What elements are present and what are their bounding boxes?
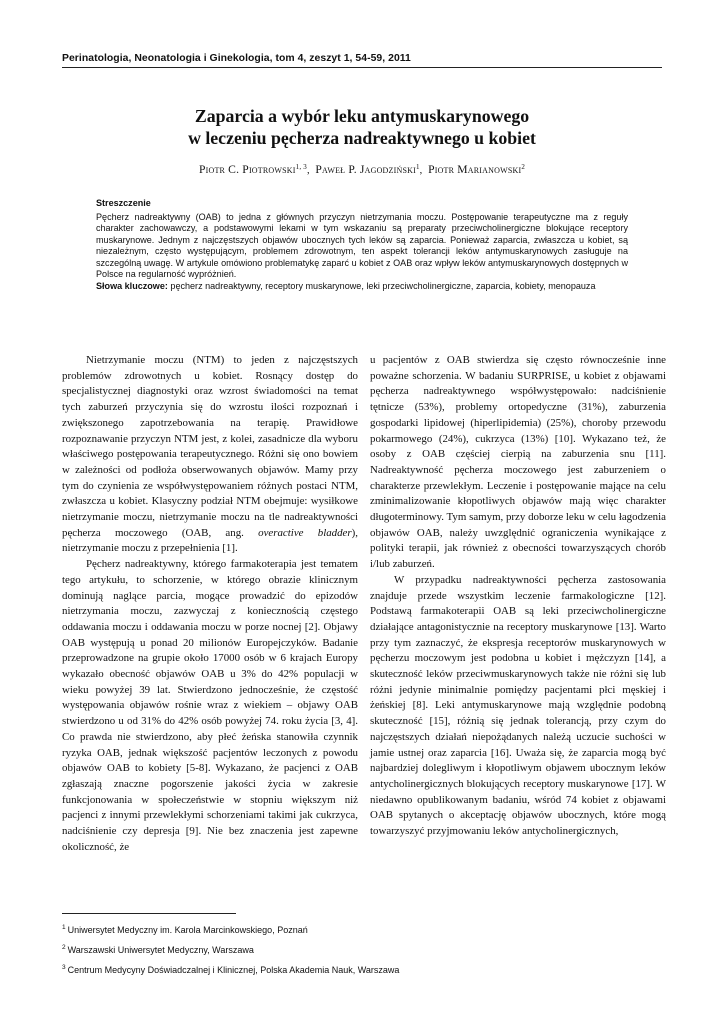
author-name: Paweł P. Jagodziński xyxy=(315,163,416,176)
article-title xyxy=(62,105,662,149)
author-list: Piotr C. Piotrowski$^{1, 3}$, Paweł P. Jagodziński$^1$, Piotr Marianowski$^2$ xyxy=(198,163,526,176)
author-affiliation-ref: 1, 3 xyxy=(295,163,307,171)
footnote-text: Centrum Medycyny Doświadczalnej i Klinicznej, Polska Akademia Nauk, Warszawa xyxy=(67,965,400,975)
author-name: Piotr Marianowski xyxy=(428,163,522,176)
author-affiliation-ref: 1 xyxy=(415,163,420,171)
author-affiliation-ref: 2 xyxy=(521,163,526,171)
footnotes xyxy=(62,920,662,980)
keywords xyxy=(96,281,628,293)
footnote-number: 2 xyxy=(62,944,66,951)
footnote-text: Uniwersytet Medyczny im. Karola Marcinkowskiego, Poznań xyxy=(67,925,308,935)
abstract xyxy=(96,198,628,292)
title-line-2: w leczeniu pęcherza nadreaktywnego u kobiet xyxy=(188,128,536,148)
body-column-right xyxy=(370,353,666,840)
body-paragraph: u pacjentów z OAB stwierdza się często równocześnie inne poważne schorzenia. W badaniu SURPRISE, u kobiet z objawami pęcherza nadreaktywnego współwystępowało: nadciśnienie tętnicze (53%), problemy ortopedyczne (31%), zaburzenia gospodarki lipidowej (hiperlipidemia) (25%), choroby przewodu pokarmowego (24%), cukrzyca (13%) [10]. Wykazano też, że osoby z OAB częściej cierpią na zaburzenia snu [11]. Nadreaktywność pęcherza moczowego jest zaburzeniem o charakterze przewlekłym. Leczenie i postępowanie mające na celu zminimalizowanie kłopotliwych objawów mają więc charakter długoterminowy. Tym samym, przy doborze leku w celu łagodzenia objawów OAB, należy uwzględnić ograniczenia wynikające z polityki terapii, jak również z obecności towarzyszących chorób i/lub zaburzeń. xyxy=(370,354,666,571)
body-paragraph xyxy=(62,353,358,557)
paragraph-text: ), nietrzymanie moczu z przepełnienia [1]. xyxy=(62,526,358,555)
header-divider xyxy=(62,67,662,68)
body-paragraph: W przypadku nadreaktywności pęcherza zastosowania znajduje przede wszystkim leczenie farmakologiczne [12]. Podstawą farmakoterapii OAB są leki przeciwcholinergiczne działające antagonistycznie na receptory muskarynowe [13]. Warto przy tym zaznaczyć, że ekspresja receptorów muskarynowych w pęcherzu moczowym jest podobna u kobiet i mężczyzn [14], a skuteczność leków przeciwmuskarynowych także nie różni się lub różni jedynie minimalnie pomiędzy pacjentami płci męskiej i żeńskiej [8]. Leki antymuskarynowe mają względnie podobną skuteczność [15], różnią się jednak tolerancją, przy czym do najczęstszych działań niepożądanych należą uczucie suchości w jamie ustnej oraz zaparcia [16]. Uważa się, że zaparcia mogą być najbardziej dolegliwym i kłopotliwym objawem ubocznym leków antycholinergicznych blokujących receptory muskarynowe [17]. W niedawno opublikowanym badaniu, wśród 74 kobiet z objawami OAB spytanych o akceptację objawów ubocznych, które mogą towarzyszyć przyjmowaniu leków antycholinergicznych, xyxy=(370,573,666,838)
paragraph-text: Nietrzymanie moczu (NTM) to jeden z najczęstszych problemów zdrowotnych u kobiet. Rosnący dostęp do specjalistycznej diagnostyki oraz wzrost świadomości na temat tych zaburzeń przyczynia się do wzrostu ilości rozpoznań i zwiększonego zapotrzebowania na terapię. Prawidłowe rozpoznawanie przyczyn NTM jest, z kolei, zasadnicze dla wyboru właściwego postępowania terapeutycznego. Różni się ono bowiem w zależności od podłoża obserwowanych objawów. Mamy przy tym do czynienia ze współwystępowaniem różnych postaci NTM, zwłaszcza u kobiet. Klasyczny podział NTM obejmuje: wysiłkowe nietrzymanie moczu, nietrzymanie moczu na tle nadreaktywności pęcherza moczowego (OAB, ang. xyxy=(62,354,358,539)
author-name: Piotr C. Piotrowski xyxy=(198,163,296,176)
abstract-text: Pęcherz nadreaktywny (OAB) to jedna z głównych przyczyn nietrzymania moczu. Postępowanie terapeutyczne ma z reguły charakter zachowawczy, a podstawowymi lekami w tym wskazaniu są preparaty przeciwcholinergiczne blokujące receptory muskarynowe. Jednym z najczęstszych objawów ubocznych tych leków są zaparcia. Ponieważ zaparcia, zwłaszcza u kobiet, są niezależnym, często występującym, problemem zdrowotnym, ten aspekt tolerancji leków antymuskarynowych zasługuje na szczególną uwagę. W artykule omówiono problematykę zaparć u kobiet z OAB oraz wpływ leków antymuskarynowych dostępnych w Polsce na regularność wypróżnień. xyxy=(96,211,628,279)
title-line-1: Zaparcia a wybór leku antymuskarynowego xyxy=(194,106,530,126)
footnote-divider xyxy=(62,913,236,914)
abstract-heading: Streszczenie xyxy=(96,198,151,208)
footnote-number: 3 xyxy=(62,964,66,971)
running-header: Perinatologia, Neonatologia i Ginekologia, tom 4, zeszyt 1, 54-59, 2011 xyxy=(62,53,411,64)
footnote xyxy=(62,960,662,980)
keywords-label: Słowa kluczowe: xyxy=(96,280,168,291)
footnote-number: 1 xyxy=(62,924,66,931)
body-paragraph: Pęcherz nadreaktywny, którego farmakoterapia jest tematem tego artykułu, to schorzenie, w którego obrazie klinicznym dominują naglące parcia, mogące prowadzić do epizodów nietrzymania moczu, zazwyczaj z koniecznością częstego oddawania moczu i oddawania moczu w porze nocnej [2]. Objawy OAB występują u ponad 20 milionów Europejczyków. Badanie przeprowadzone na grupie około 17000 osób w 6 krajach Europy wykazało obecność objawów OAB u 3% do 42% populacji w wieku powyżej 39 lat. Stwierdzono jednocześnie, że częstość występowania objawów rośnie wraz z wiekiem – objawy OAB stwierdzono u od 31% do 42% osób powyżej 74. roku życia [3, 4]. Co prawda nie stwierdzono, aby płeć żeńska stanowiła czynnik ryzyka OAB, jednak większość pacjentów leczonych z powodu objawów OAB to kobiety [5-8]. Wykazano, że pacjenci z OAB zgłaszają znaczne pogorszenie jakości życia w zakresie funkcjonowania w społeczeństwie w stopniu większym niż pacjenci z innymi przewlekłymi schorzeniami takimi jak cukrzyca, nadciśnienie czy depresja [9]. Nie bez znaczenia jest zapewne okoliczność, że xyxy=(62,558,358,853)
footnote xyxy=(62,940,662,960)
footnote xyxy=(62,920,662,940)
body-column-left xyxy=(62,353,358,856)
italic-term: overactive bladder xyxy=(258,526,352,539)
keywords-text: pęcherz nadreaktywny, receptory muskarynowe, leki przeciwcholinergiczne, zaparcia, kobiety, menopauza xyxy=(170,280,596,291)
footnote-text: Warszawski Uniwersytet Medyczny, Warszawa xyxy=(67,945,254,955)
